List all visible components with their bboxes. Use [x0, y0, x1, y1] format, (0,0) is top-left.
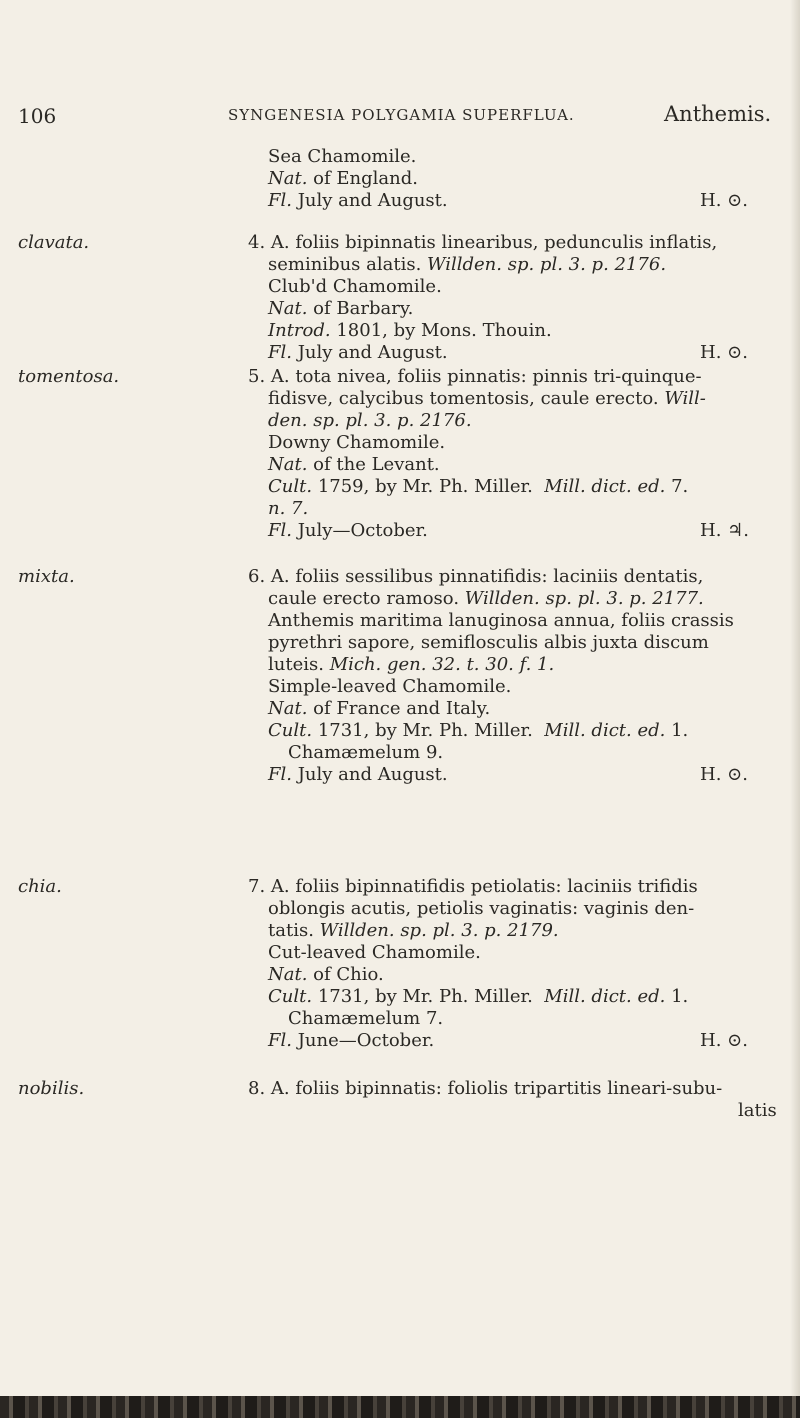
- running-title: SYNGENESIA POLYGAMIA SUPERFLUA.: [228, 106, 575, 124]
- reference: den. sp. pl.: [268, 410, 369, 431]
- synonym-line: pyrethri sapore, semiflosculis albis juxta discum: [268, 632, 709, 653]
- reference-page: 3. p. 2177.: [606, 588, 704, 609]
- native-line: Nat. of France and Italy.: [268, 698, 491, 719]
- reference: Will-: [664, 388, 706, 409]
- margin-species-name: chia.: [18, 876, 62, 897]
- margin-species-name: tomentosa.: [18, 366, 120, 387]
- cultivation-line-2: Chamæmelum 9.: [288, 742, 444, 763]
- diagnosis-line: latis: [738, 1100, 777, 1121]
- diagnosis-line: 4. A. foliis bipinnatis linearibus, pedunculis inflatis,: [248, 232, 718, 253]
- page-number: 106: [18, 104, 57, 128]
- diagnosis-line: seminibus alatis. Willden. sp. pl. 3. p. 2176.: [268, 254, 667, 275]
- diagnosis-line: [268, 410, 472, 432]
- genus-title: Anthemis.: [664, 102, 772, 126]
- english-name: Simple-leaved Chamomile.: [268, 676, 512, 697]
- habit-symbol: H. ⊙.: [700, 764, 748, 785]
- english-name: Cut-leaved Chamomile.: [268, 942, 481, 963]
- cultivation-line-2: n. 7.: [268, 498, 309, 519]
- diagnosis-line: tatis. Willden. sp. pl. 3. p. 2179.: [268, 920, 559, 941]
- reference: Willden. sp. pl.: [464, 588, 601, 609]
- diagnosis-line: fidisve, calycibus tomentosis, caule erecto. Will-: [268, 388, 706, 409]
- binding-strip: [0, 1396, 800, 1418]
- reference: Willden. sp. pl.: [427, 254, 563, 275]
- margin-species-name: nobilis.: [18, 1078, 85, 1099]
- flowering-line: Fl. July—October.: [268, 520, 428, 541]
- diagnosis-line: caule erecto ramoso. Willden. sp. pl. 3. p. 2177.: [268, 588, 704, 609]
- margin-species-name: mixta.: [18, 566, 75, 587]
- reference-page: 3. p. 2176.: [568, 254, 667, 275]
- native-line: Nat. of Chio.: [268, 964, 384, 985]
- diagnosis-line: oblongis acutis, petiolis vaginatis: vaginis den-: [268, 898, 695, 919]
- reference: Mill. dict. ed.: [544, 720, 666, 741]
- cultivation-line: Cult. 1731, by Mr. Ph. Miller. Mill. dict. ed. 1.: [268, 986, 689, 1007]
- habit-symbol: H. ⊙.: [700, 342, 748, 363]
- habit-symbol: H. ♃.: [700, 520, 749, 541]
- margin-species-name: clavata.: [18, 232, 90, 253]
- flowering-line: Fl. July and August.: [268, 342, 448, 363]
- english-name: Sea Chamomile.: [268, 146, 417, 167]
- diagnosis-line: 7. A. foliis bipinnatifidis petiolatis: laciniis trifidis: [248, 876, 698, 897]
- flowering-text: July and August.: [297, 190, 448, 211]
- native-line: Nat. of Barbary.: [268, 298, 414, 319]
- english-name: Club'd Chamomile.: [268, 276, 442, 297]
- native-label: Nat.: [268, 168, 308, 189]
- reference: Willden. sp. pl.: [319, 920, 456, 941]
- native-text: of England.: [313, 168, 418, 189]
- flowering-line: [268, 190, 448, 212]
- page-edge-shadow: [790, 0, 800, 1418]
- flowering-label: Fl.: [268, 190, 292, 211]
- reference-page: 32. t. 30. f. 1.: [432, 654, 555, 675]
- habit-symbol: H. ⊙.: [700, 190, 748, 211]
- flowering-line: Fl. July and August.: [268, 764, 448, 785]
- reference-page: 3. p. 2179.: [461, 920, 559, 941]
- cultivation-line-2: Chamæmelum 7.: [288, 1008, 444, 1029]
- english-name: Downy Chamomile.: [268, 432, 446, 453]
- page-header: [0, 104, 790, 134]
- synonym-line: Anthemis maritima lanuginosa annua, foliis crassis: [268, 610, 734, 631]
- reference: Mich. gen.: [329, 654, 427, 675]
- native-line: [268, 168, 418, 190]
- reference: Mill. dict. ed.: [544, 476, 666, 497]
- cultivation-line: Cult. 1731, by Mr. Ph. Miller. Mill. dict. ed. 1.: [268, 720, 689, 741]
- reference-page: 3. p. 2176.: [374, 410, 472, 431]
- diagnosis-line: 5. A. tota nivea, foliis pinnatis: pinnis tri-quinque-: [248, 366, 702, 387]
- introduced-line: Introd. 1801, by Mons. Thouin.: [268, 320, 552, 341]
- habit-symbol: H. ⊙.: [700, 1030, 748, 1051]
- synonym-line: luteis. Mich. gen. 32. t. 30. f. 1.: [268, 654, 555, 675]
- reference: Mill. dict. ed.: [544, 986, 666, 1007]
- flowering-line: Fl. June—October.: [268, 1030, 435, 1051]
- native-line: Nat. of the Levant.: [268, 454, 440, 475]
- diagnosis-line: 8. A. foliis bipinnatis: foliolis tripartitis lineari-subu-: [248, 1078, 723, 1099]
- diagnosis-line: 6. A. foliis sessilibus pinnatifidis: laciniis dentatis,: [248, 566, 704, 587]
- cultivation-line: Cult. 1759, by Mr. Ph. Miller. Mill. dict. ed. 7.: [268, 476, 689, 497]
